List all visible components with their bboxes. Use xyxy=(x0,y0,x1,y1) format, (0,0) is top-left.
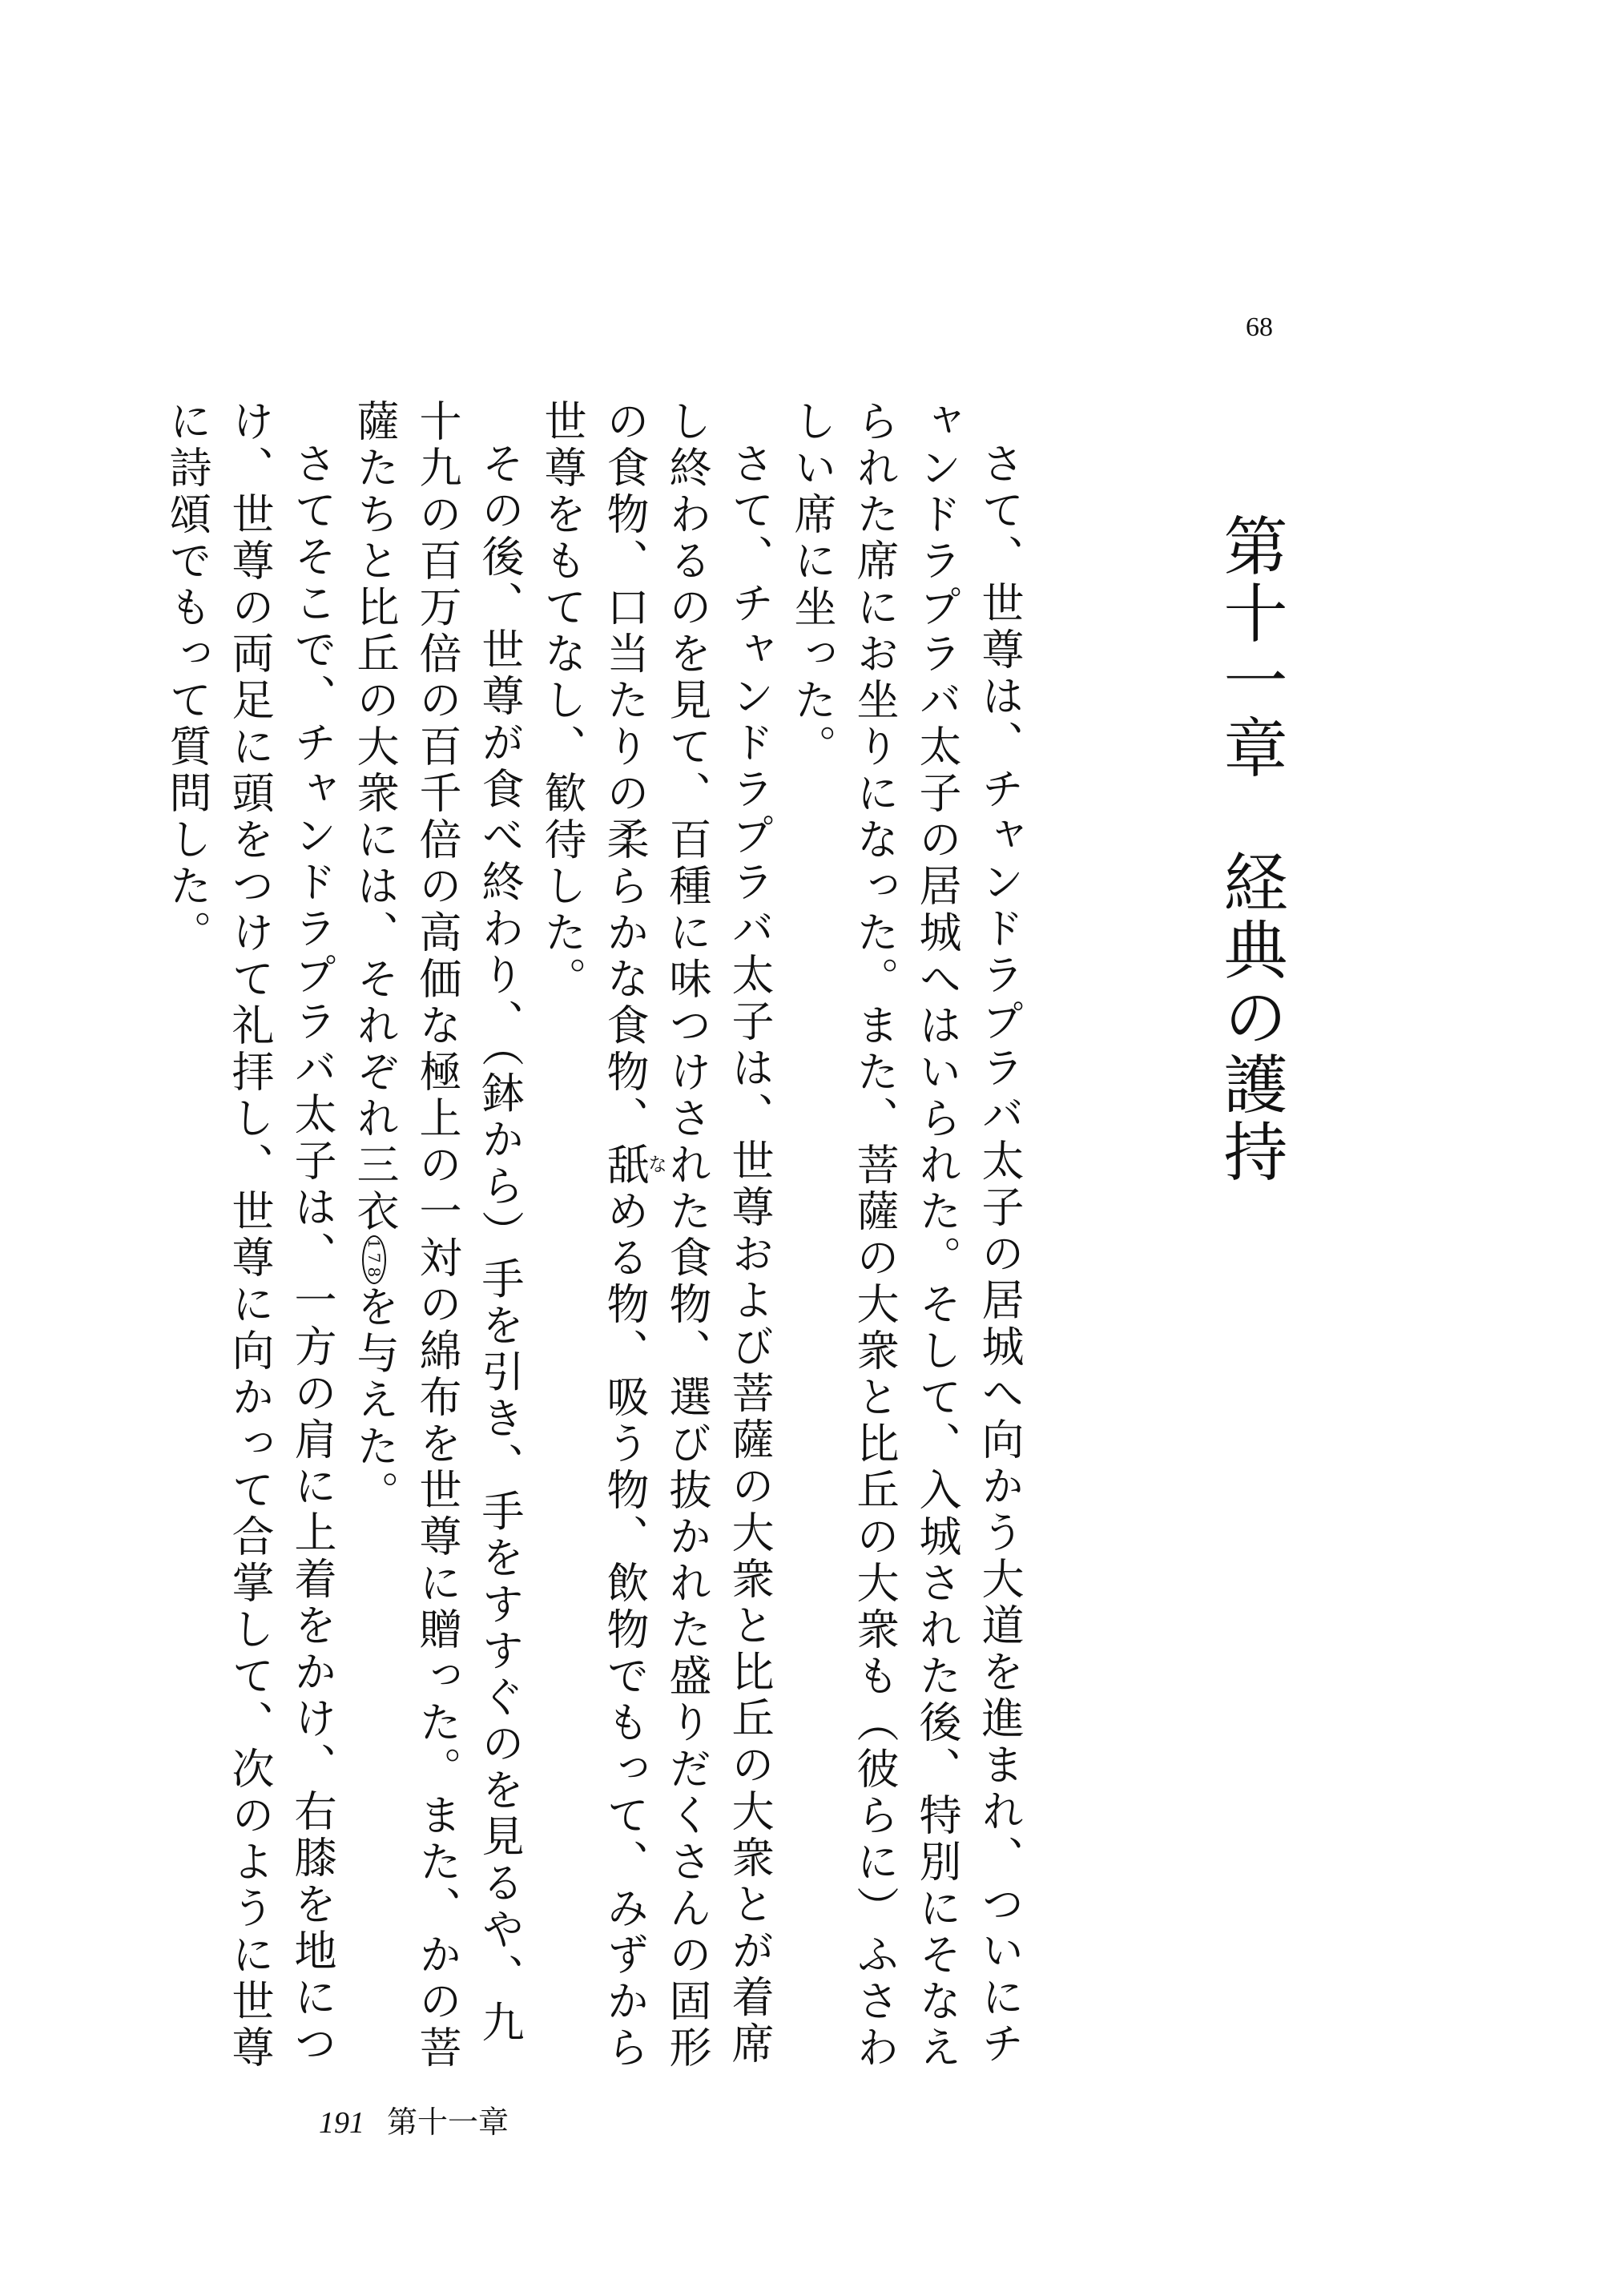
chapter-title: 第十一章 経典の護持 xyxy=(1213,513,1287,1186)
body-text xyxy=(155,399,1030,2081)
paragraph-1: さて、世尊は、チャンドラプラバ太子の居城へ向かう大道を進まれ、ついにチャンドラプラバ太子の居城へはいられた。そして、入城された後、特別にそなえられた席にお坐りになった。また、菩薩の大衆と比丘の大衆も（彼らに）ふさわしい席に坐った。 xyxy=(787,399,1024,2072)
ruby-reading: な xyxy=(644,1142,667,1189)
footer-folio: 191 xyxy=(319,2106,364,2140)
ruby-base: 舐 xyxy=(600,1142,649,1189)
paragraph-3-text-b: を与えた。 xyxy=(350,1284,399,1517)
paragraph-2-text-b: める物、吸う物、飲物でもって、みずから世尊をもてなし、歓待した。 xyxy=(538,399,649,2072)
paragraph-3-text-a: その後、世尊が食べ終わり、（鉢から）手を引き、手をすすぐのを見るや、九十九の百万倍の百千倍の高価な極上の一対の綿布を世尊に贈った。また、かの菩薩たちと比丘の大衆には、それぞれ三衣 xyxy=(350,399,524,2072)
note-reference-marker: 178 xyxy=(362,1235,386,1284)
page-number: 68 xyxy=(1246,312,1273,342)
paragraph-3 xyxy=(343,399,530,2081)
paragraph-2 xyxy=(530,399,780,2081)
ruby-word xyxy=(600,1142,667,1189)
paragraph-2-text-a: さて、チャンドラプラバ太子は、世尊および菩薩の大衆と比丘の大衆とが着席し終わるのを見て、百種に味つけされた食物、選び抜かれた盛りだくさんの固形の食物、口当たりの柔らかな食物、 xyxy=(600,399,774,2072)
footer-running-title: 第十一章 xyxy=(387,2105,509,2140)
paragraph-4: さてそこで、チャンドラプラバ太子は、一方の肩に上着をかけ、右膝を地につけ、世尊の両足に頭をつけて礼拝し、世尊に向かって合掌して、次のように世尊に詩頌でもって質問した。 xyxy=(163,399,336,2072)
page-footer xyxy=(319,2097,509,2141)
